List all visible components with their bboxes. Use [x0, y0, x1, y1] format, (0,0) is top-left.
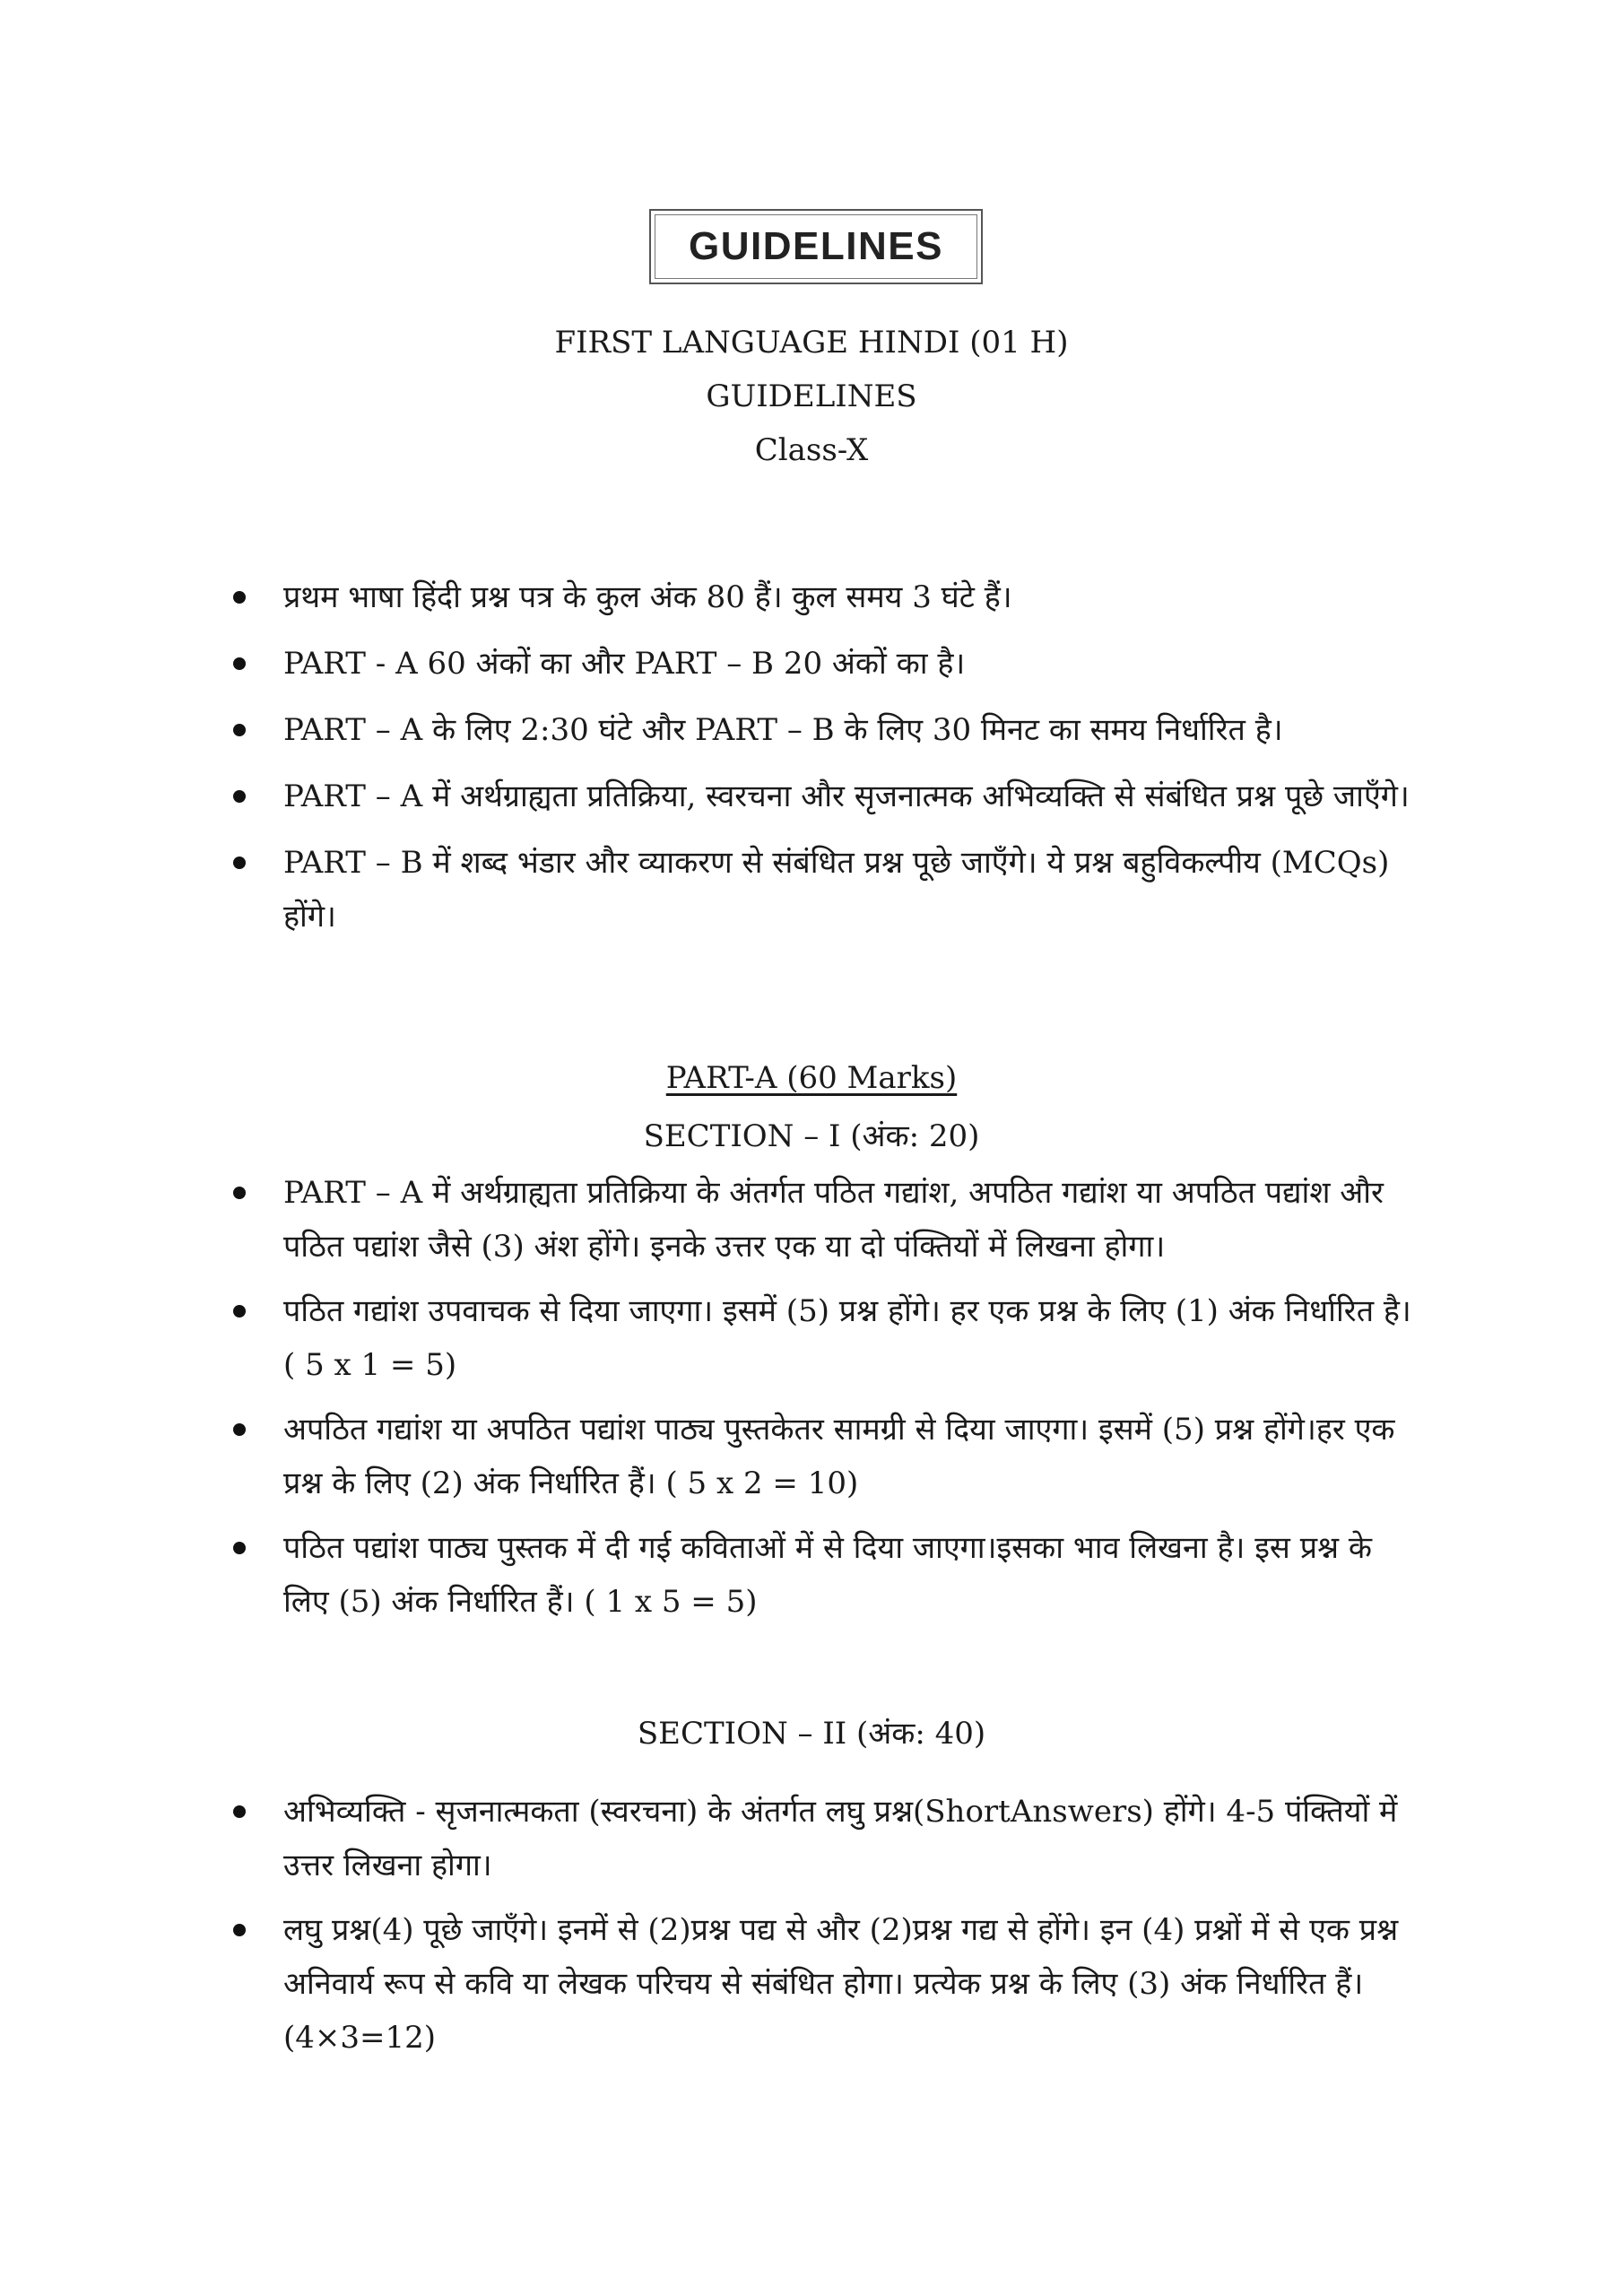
- part-a-heading: PART-A (60 Marks): [665, 1060, 958, 1096]
- guidelines-title: GUIDELINES: [655, 214, 977, 279]
- bullet-icon: [233, 1542, 246, 1554]
- list-item: प्रथम भाषा हिंदी प्रश्न पत्र के कुल अंक 80 हैं। कुल समय 3 घंटे हैं।: [233, 570, 1426, 624]
- list-item: PART – A में अर्थग्राह्यता प्रतिक्रिया, स्वरचना और सृजनात्मक अभिव्यक्ति से संबंधित प्रश्न पूछे जाएँगे।: [233, 770, 1426, 823]
- bullet-icon: [233, 1805, 246, 1818]
- bullet-icon: [233, 790, 246, 803]
- section-1-bullet-list: [233, 1166, 1426, 1629]
- class-line: Class-X: [754, 432, 869, 468]
- list-item: PART – A के लिए 2:30 घंटे और PART – B के लिए 30 मिनट का समय निर्धारित है।: [233, 703, 1426, 757]
- bullet-icon: [233, 1423, 246, 1436]
- list-item: पठित पद्यांश पाठ्य पुस्तक में दी गई कविताओं में से दिया जाएगा।इसका भाव लिखना है। इस प्रश्न के लिए (5) अंक निर्धारित हैं। ( 1 x 5 = 5): [233, 1521, 1426, 1629]
- bullet-icon: [233, 724, 246, 736]
- subtitle-line: GUIDELINES: [706, 378, 917, 414]
- list-item: PART – B में शब्द भंडार और व्याकरण से संबंधित प्रश्न पूछे जाएँगे। ये प्रश्न बहुविकल्पीय (MCQs) होंगे।: [233, 836, 1426, 944]
- bullet-icon: [233, 1187, 246, 1199]
- bullet-icon: [233, 591, 246, 604]
- bullet-icon: [233, 657, 246, 670]
- list-item: अपठित गद्यांश या अपठित पद्यांश पाठ्य पुस्तकेतर सामग्री से दिया जाएगा। इसमें (5) प्रश्न होंगे।हर एक प्रश्न के लिए (2) अंक निर्धारित हैं। ( 5 x 2 = 10): [233, 1403, 1426, 1510]
- intro-bullet-list: [233, 570, 1426, 944]
- section-2-bullet-list: [233, 1785, 1426, 2065]
- guidelines-title-box: [649, 209, 983, 284]
- bullet-icon: [233, 1924, 246, 1936]
- bullet-icon: [233, 857, 246, 869]
- subject-line: FIRST LANGUAGE HINDI (01 H): [554, 325, 1069, 361]
- list-item: PART – A में अर्थग्राह्यता प्रतिक्रिया के अंतर्गत पठित गद्यांश, अपठित गद्यांश या अपठित पद्यांश और पठित पद्यांश जैसे (3) अंश होंगे। इनके उत्तर एक या दो पंक्तियों में लिखना होगा।: [233, 1166, 1426, 1274]
- list-item: लघु प्रश्न(4) पूछे जाएँगे। इनमें से (2)प्रश्न पद्य से और (2)प्रश्न गद्य से होंगे। इन (4) प्रश्नों में से एक प्रश्न अनिवार्य रूप से कवि या लेखक परिचय से संबंधित होगा। प्रत्येक प्रश्न के लिए (3) अंक निर्धारित हैं। (4×3=12): [233, 1903, 1426, 2065]
- section-2-heading: SECTION – II (अंक: 40): [637, 1716, 986, 1752]
- list-item: अभिव्यक्ति - सृजनात्मकता (स्वरचना) के अंतर्गत लघु प्रश्न(ShortAnswers) होंगे। 4-5 पंक्तियों में उत्तर लिखना होगा।: [233, 1785, 1426, 1892]
- list-item: पठित गद्यांश उपवाचक से दिया जाएगा। इसमें (5) प्रश्न होंगे। हर एक प्रश्न के लिए (1) अंक निर्धारित है। ( 5 x 1 = 5): [233, 1284, 1426, 1392]
- bullet-icon: [233, 1305, 246, 1318]
- section-1-heading: SECTION – I (अंक: 20): [643, 1118, 980, 1154]
- list-item: PART - A 60 अंकों का और PART – B 20 अंकों का है।: [233, 637, 1426, 691]
